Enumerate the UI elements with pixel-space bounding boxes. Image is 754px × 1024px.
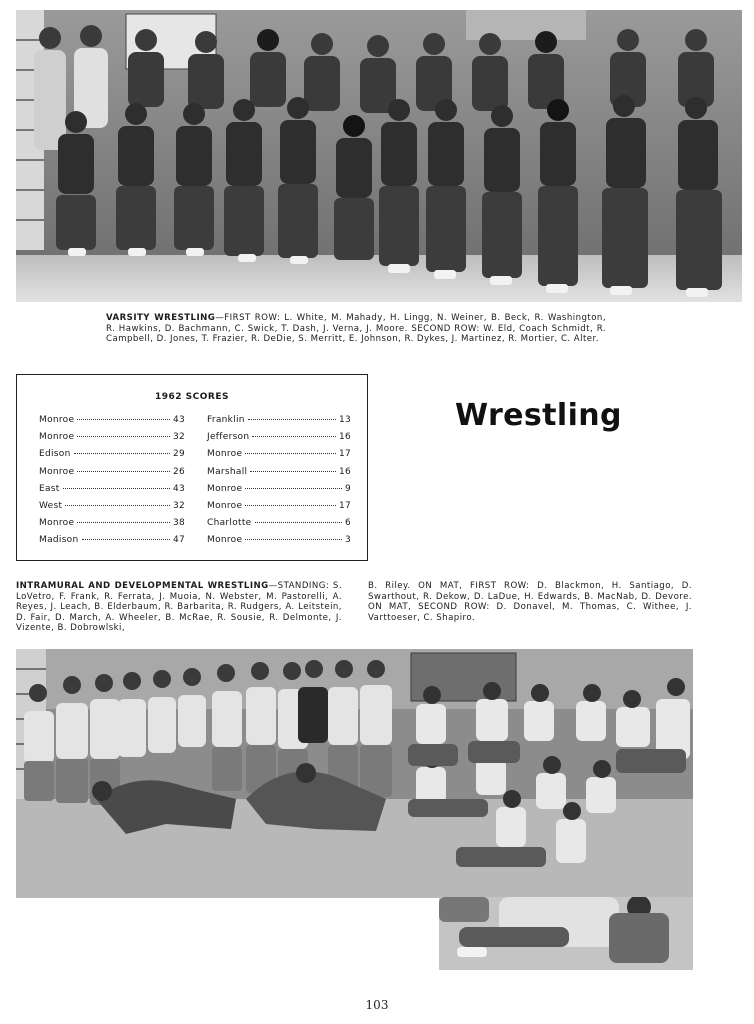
score-entry bbox=[207, 432, 351, 442]
score-points: 9 bbox=[344, 483, 351, 494]
score-points: 29 bbox=[172, 449, 185, 460]
score-entry bbox=[207, 467, 351, 477]
score-team: West bbox=[39, 501, 63, 511]
score-leader-dots bbox=[252, 435, 336, 437]
intramural-caption-left-text: —STANDING: S. LoVetro, F. Frank, R. Ferrata, J. Muoia, N. Webster, M. Pastorelli, A. Reyes, J. Leach, B. Elderbaum, R. Barbarita, R. Rudgers, A. Leitstein, D. Fair, D. March, A. Wheeler, B. McRae, R. Sousie, R. Delmonte, J. Vizente, B. Dobrowlski, bbox=[16, 581, 342, 633]
score-leader-dots bbox=[245, 504, 336, 506]
score-team: Monroe bbox=[39, 518, 75, 529]
score-entry bbox=[39, 518, 185, 528]
score-points: 47 bbox=[172, 535, 185, 546]
score-entry bbox=[39, 449, 185, 459]
score-entry bbox=[207, 415, 351, 425]
score-team: Monroe bbox=[39, 432, 75, 443]
score-leader-dots bbox=[74, 452, 170, 454]
score-leader-dots bbox=[255, 521, 342, 523]
intramural-photo bbox=[16, 649, 693, 898]
score-points: 32 bbox=[172, 501, 185, 511]
score-entry bbox=[39, 501, 185, 511]
score-points: 3 bbox=[344, 535, 351, 546]
score-points: 38 bbox=[172, 518, 185, 529]
scores-table bbox=[16, 374, 368, 561]
score-entry bbox=[39, 467, 185, 477]
score-team: Monroe bbox=[207, 535, 243, 546]
score-leader-dots bbox=[245, 538, 342, 540]
scores-title: 1962 SCORES bbox=[155, 392, 229, 402]
score-team: Madison bbox=[39, 535, 79, 546]
varsity-caption bbox=[106, 313, 606, 345]
varsity-caption-text: —FIRST ROW: L. White, M. Mahady, H. Lingg, N. Weiner, B. Beck, R. Washington, R. Hawkins, D. Bachmann, C. Swick, T. Dash, J. Verna, J. Moore. SECOND ROW: W. Eld, Coach Schmidt, R. Campbell, D. Jones, T. Frazier, R. DeDie, S. Merritt, E. Johnson, R. Dykes, J. Martinez, R. Mortier, C. Alter. bbox=[106, 313, 606, 344]
score-points: 6 bbox=[344, 518, 351, 529]
score-leader-dots bbox=[245, 452, 336, 454]
score-team: Monroe bbox=[207, 483, 243, 494]
intramural-caption-right: B. Riley. ON MAT, FIRST ROW: D. Blackmon, H. Santiago, D. Swarthout, R. Dekow, D. LaDue, H. Edwards, B. MacNab, D. Devore. ON MAT, SECOND ROW: D. Donavel, M. Thomas, C. Withee, J. Varttoeser, C. Shapiro. bbox=[368, 581, 692, 623]
score-team: Monroe bbox=[207, 449, 243, 460]
score-points: 26 bbox=[172, 466, 185, 477]
score-leader-dots bbox=[82, 538, 170, 540]
varsity-team-photo bbox=[16, 10, 742, 302]
score-leader-dots bbox=[245, 487, 342, 489]
score-team: Marshall bbox=[207, 466, 248, 477]
score-entry bbox=[207, 484, 351, 494]
score-team: Monroe bbox=[39, 415, 75, 425]
score-leader-dots bbox=[77, 470, 170, 472]
score-entry bbox=[207, 535, 351, 545]
score-leader-dots bbox=[77, 418, 170, 420]
score-team: Edison bbox=[39, 449, 71, 460]
score-points: 16 bbox=[338, 466, 351, 477]
varsity-caption-label: VARSITY WRESTLING bbox=[106, 313, 216, 323]
score-points: 32 bbox=[172, 432, 185, 443]
score-entry bbox=[207, 449, 351, 459]
score-leader-dots bbox=[77, 521, 170, 523]
score-team: East bbox=[39, 483, 60, 494]
page-number: 103 bbox=[365, 998, 389, 1012]
score-leader-dots bbox=[250, 470, 336, 472]
intramural-caption-left bbox=[16, 581, 342, 634]
score-entry bbox=[207, 501, 351, 511]
score-entry bbox=[39, 535, 185, 545]
score-team: Jefferson bbox=[207, 432, 250, 443]
score-leader-dots bbox=[63, 487, 170, 489]
score-team: Monroe bbox=[207, 501, 243, 511]
score-points: 16 bbox=[338, 432, 351, 443]
score-points: 13 bbox=[338, 415, 351, 425]
score-leader-dots bbox=[248, 418, 336, 420]
page-heading: Wrestling bbox=[455, 398, 622, 433]
score-team: Franklin bbox=[207, 415, 245, 425]
score-entry bbox=[39, 432, 185, 442]
score-points: 43 bbox=[172, 483, 185, 494]
score-points: 17 bbox=[338, 449, 351, 460]
intramural-photo-extension bbox=[439, 897, 693, 970]
score-team: Monroe bbox=[39, 466, 75, 477]
score-entry bbox=[39, 484, 185, 494]
score-leader-dots bbox=[65, 504, 170, 506]
intramural-caption-label: INTRAMURAL AND DEVELOPMENTAL WRESTLING bbox=[16, 581, 269, 591]
score-leader-dots bbox=[77, 435, 170, 437]
score-points: 17 bbox=[338, 501, 351, 511]
score-points: 43 bbox=[172, 415, 185, 425]
score-team: Charlotte bbox=[207, 518, 252, 529]
score-entry bbox=[207, 518, 351, 528]
score-entry bbox=[39, 415, 185, 425]
